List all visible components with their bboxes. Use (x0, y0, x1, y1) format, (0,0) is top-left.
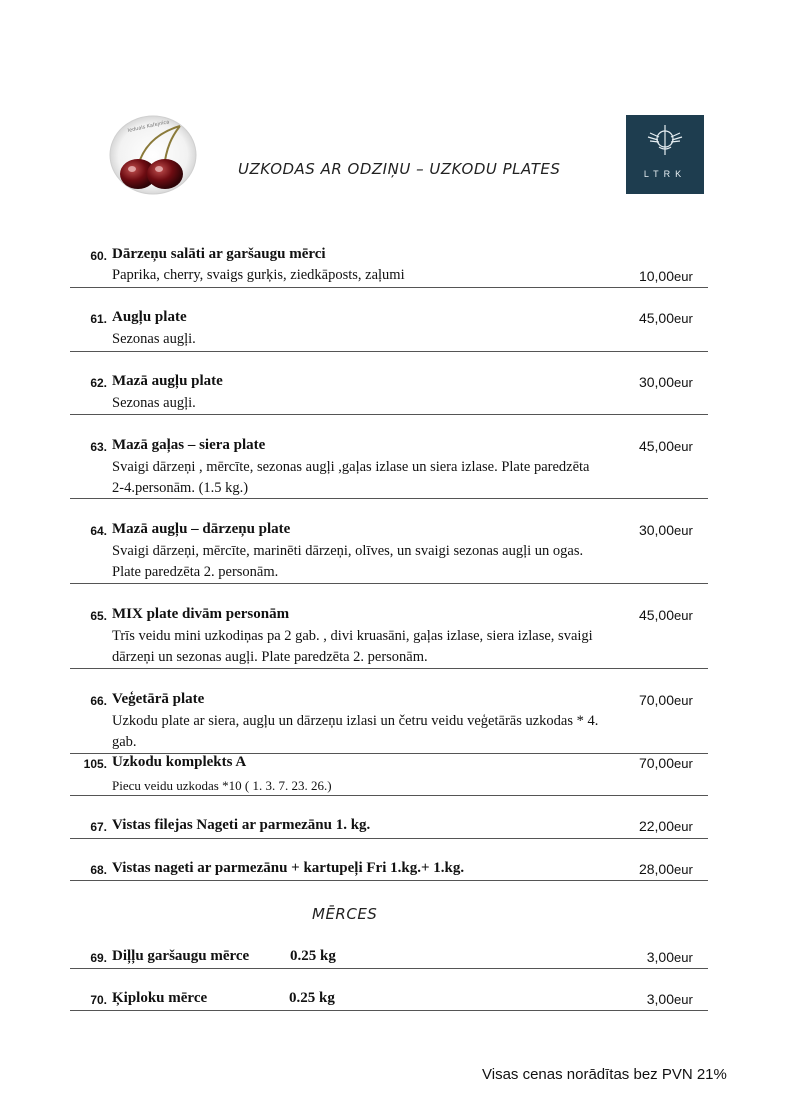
item-currency: eur (674, 269, 693, 284)
item-number: 67. (90, 820, 107, 834)
item-currency: eur (674, 992, 693, 1007)
menu-item-67 (70, 795, 708, 839)
item-description: Trīs veidu mini uzkodiņas pa 2 gab. , divi kruasāni, gaļas izlase, siera izlase, svaigi dārzeņi un sezonas augļi. Plate paredzēta 2. personām. (112, 628, 593, 665)
item-price: 70,00 (638, 755, 674, 771)
item-number: 105. (83, 757, 107, 771)
item-name: Mazā augļu plate (112, 373, 223, 389)
page-title: UZKODAS AR ODZIŅU – UZKODU PLATES (238, 160, 561, 178)
item-name: Vistas filejas Nageti ar parmezānu 1. kg. (112, 817, 371, 833)
sauces-heading: MĒRCES (312, 905, 378, 923)
item-number: 68. (90, 863, 107, 877)
item-name: Uzkodu komplekts A (112, 754, 247, 770)
item-price: 45,00 (638, 438, 674, 454)
item-price: 45,00 (638, 310, 674, 326)
item-currency: eur (674, 375, 693, 390)
item-currency: eur (674, 862, 693, 877)
item-number: 69. (90, 951, 107, 965)
item-description: Piecu veidu uzkodas *10 ( 1. 3. 7. 23. 26.) (112, 778, 332, 793)
item-currency: eur (674, 608, 693, 623)
sauce-item-70 (70, 968, 708, 1011)
item-description: Svaigi dārzeņi , mērcīte, sezonas augļi ,gaļas izlase un siera izlase. Plate paredzēta 2-4.personām. (1.5 kg.) (112, 459, 590, 496)
item-name: MIX plate divām personām (112, 606, 290, 622)
ltrk-logo-text: LTRK (643, 169, 687, 179)
item-name: Veģetārā plate (112, 691, 205, 707)
menu-item-62 (70, 351, 708, 415)
caduceus-icon (626, 115, 704, 167)
item-number: 65. (90, 609, 107, 623)
item-description: Sezonas augļi. (112, 331, 196, 347)
item-name: Ķiploku mērce (112, 990, 208, 1006)
vat-note: Visas cenas norādītas bez PVN 21% (482, 1066, 727, 1083)
item-description: Uzkodu plate ar siera, augļu un dārzeņu izlasi un četru veidu veģetārās uzkodas * 4. gab. (112, 713, 599, 750)
item-currency: eur (674, 819, 693, 834)
item-weight: 0.25 kg (289, 990, 335, 1006)
item-number: 64. (90, 524, 107, 538)
item-price: 10,00 (638, 268, 674, 284)
menu-item-65 (70, 583, 708, 669)
item-number: 63. (90, 440, 107, 454)
item-name: Mazā augļu – dārzeņu plate (112, 521, 291, 537)
menu-item-63 (70, 414, 708, 499)
menu-item-61 (70, 287, 708, 352)
item-weight: 0.25 kg (290, 948, 336, 964)
item-name: Mazā gaļas – siera plate (112, 437, 266, 453)
item-name: Vistas nageti ar parmezānu + kartupeļi Fri 1.kg.+ 1.kg. (112, 860, 465, 876)
sauce-item-69 (70, 940, 708, 969)
item-description: Svaigi dārzeņi, mērcīte, marinēti dārzeņi, olīves, un svaigi sezonas augļi un ogas. Plate paredzēta 2. personām. (112, 543, 584, 580)
cherry-logo (108, 114, 198, 196)
item-name: Dārzeņu salāti ar garšaugu mērci (112, 246, 326, 262)
item-number: 61. (90, 312, 107, 326)
item-number: 70. (90, 993, 107, 1007)
cherry-logo-text: Ieduals Kafejnīca (127, 119, 170, 134)
item-currency: eur (674, 756, 693, 771)
item-price: 3,00 (646, 991, 674, 1007)
item-currency: eur (674, 693, 693, 708)
item-name: Diļļu garšaugu mērce (112, 948, 250, 964)
item-price: 70,00 (638, 692, 674, 708)
item-number: 66. (90, 694, 107, 708)
item-description: Paprika, cherry, svaigs gurķis, ziedkāposts, zaļumi (112, 267, 405, 283)
item-currency: eur (674, 439, 693, 454)
item-price: 30,00 (638, 374, 674, 390)
item-price: 22,00 (638, 818, 674, 834)
menu-item-66 (70, 668, 708, 754)
menu-item-68 (70, 838, 708, 881)
item-currency: eur (674, 950, 693, 965)
menu-item-105 (70, 753, 708, 796)
menu-item-60 (70, 238, 708, 288)
item-name: Augļu plate (112, 309, 187, 325)
menu-item-64 (70, 498, 708, 584)
ltrk-logo (626, 115, 704, 194)
item-number: 60. (90, 249, 107, 263)
item-price: 28,00 (638, 861, 674, 877)
item-price: 30,00 (638, 522, 674, 538)
cherry-icon (108, 114, 198, 196)
item-number: 62. (90, 376, 107, 390)
item-price: 3,00 (646, 949, 674, 965)
item-currency: eur (674, 523, 693, 538)
item-price: 45,00 (638, 607, 674, 623)
item-description: Sezonas augļi. (112, 395, 196, 411)
item-currency: eur (674, 311, 693, 326)
